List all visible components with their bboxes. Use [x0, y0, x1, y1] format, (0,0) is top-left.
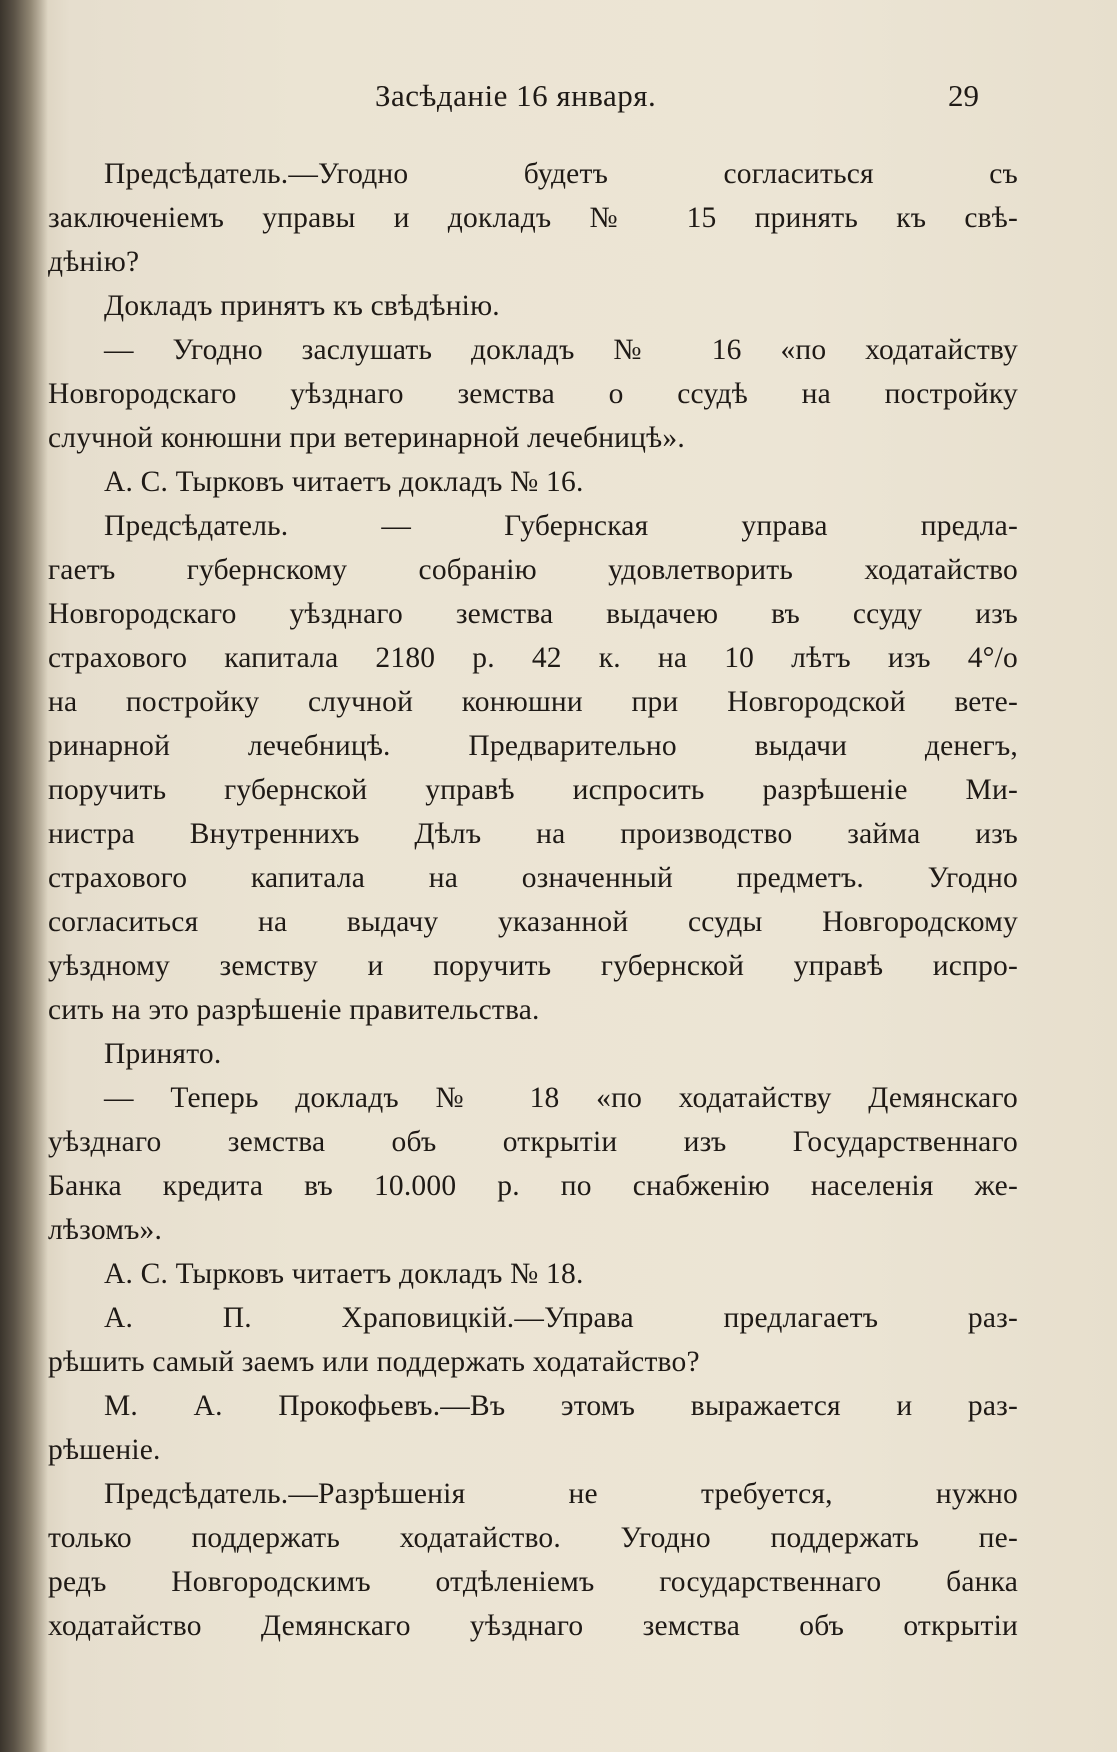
- text-line: М. А. Прокофьевъ.—Въ этомъ выражается и раз-: [104, 1390, 1018, 1422]
- text-line: Предсѣдатель. — Губернская управа предла-: [104, 510, 1018, 542]
- text-line: дѣнію?: [48, 246, 140, 278]
- text-line: А. П. Храповицкій.—Управа предлагаетъ раз-: [104, 1302, 1018, 1334]
- body-text: [48, 152, 1018, 1648]
- text-line: редъ Новгородскимъ отдѣленіемъ государственнаго банка: [48, 1566, 1018, 1598]
- text-line: — Угодно заслушать докладъ № 16 «по ходатайству: [104, 334, 1018, 366]
- running-title: Засѣданіе 16 января.: [375, 78, 657, 113]
- text-line: страхового капитала на означенный предметъ. Угодно: [48, 862, 1018, 894]
- text-line: сить на это разрѣшеніе правительства.: [48, 994, 540, 1026]
- text-line: уѣздному земству и поручить губернской управѣ испро-: [48, 950, 1018, 982]
- text-line: — Теперь докладъ № 18 «по ходатайству Демянскаго: [104, 1082, 1018, 1114]
- text-line: согласиться на выдачу указанной ссуды Новгородскому: [48, 906, 1018, 938]
- text-line: Банка кредита въ 10.000 р. по снабженію населенія же-: [48, 1170, 1018, 1202]
- text-line: нистра Внутреннихъ Дѣлъ на производство займа изъ: [48, 818, 1018, 850]
- book-spine-shadow: [0, 0, 48, 1752]
- text-line: Принято.: [104, 1038, 222, 1070]
- text-line: случной конюшни при ветеринарной лечебницѣ».: [48, 422, 685, 454]
- text-line: поручить губернской управѣ испросить разрѣшеніе Ми-: [48, 774, 1018, 806]
- text-line: рѣшеніе.: [48, 1434, 161, 1466]
- text-line: ходатайство Демянскаго уѣзднаго земства объ открытіи: [48, 1610, 1018, 1642]
- text-line: страхового капитала 2180 р. 42 к. на 10 лѣтъ изъ 4°/о: [48, 642, 1018, 674]
- text-line: уѣзднаго земства объ открытіи изъ Государственнаго: [48, 1126, 1018, 1158]
- page-header: [0, 78, 1117, 122]
- text-line: Докладъ принятъ къ свѣдѣнію.: [104, 290, 500, 322]
- text-line: А. С. Тырковъ читаетъ докладъ № 18.: [104, 1258, 584, 1290]
- text-line: лѣзомъ».: [48, 1214, 163, 1246]
- text-line: А. С. Тырковъ читаетъ докладъ № 16.: [104, 466, 584, 498]
- page-number: 29: [948, 78, 979, 113]
- text-line: рѣшить самый заемъ или поддержать ходатайство?: [48, 1346, 700, 1378]
- text-line: Новгородскаго уѣзднаго земства о ссудѣ на постройку: [48, 378, 1018, 410]
- text-line: на постройку случной конюшни при Новгородской вете-: [48, 686, 1018, 718]
- text-line: Предсѣдатель.—Угодно будетъ согласиться съ: [104, 158, 1018, 190]
- text-line: Новгородскаго уѣзднаго земства выдачею въ ссуду изъ: [48, 598, 1018, 630]
- text-line: заключеніемъ управы и докладъ № 15 принять къ свѣ-: [48, 202, 1018, 234]
- text-line: Предсѣдатель.—Разрѣшенія не требуется, нужно: [104, 1478, 1018, 1510]
- text-line: гаетъ губернскому собранію удовлетворить ходатайство: [48, 554, 1018, 586]
- text-line: только поддержать ходатайство. Угодно поддержать пе-: [48, 1522, 1018, 1554]
- text-line: ринарной лечебницѣ. Предварительно выдачи денегъ,: [48, 730, 1018, 762]
